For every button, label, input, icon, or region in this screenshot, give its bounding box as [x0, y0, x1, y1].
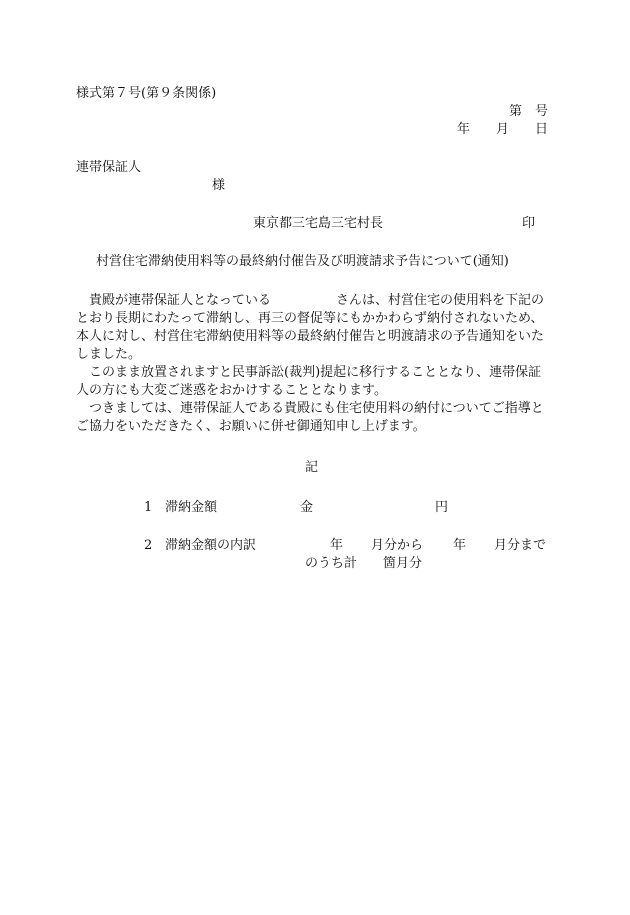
body-text [76, 292, 552, 436]
item-2-month-to: 月分まで [494, 538, 547, 553]
item-2-months-total: のうち計 箇月分 [305, 556, 423, 571]
item-1-number: 1 [144, 500, 153, 515]
body-paragraph-2: このまま放置されますと民事訴訟(裁判)提起に移行することとなり、連帯保証人の方にも大変ご迷惑をおかけすることとなります。 [76, 365, 542, 398]
item-2-nen-2: 年 [453, 538, 467, 553]
issue-date: 年 月 日 [456, 122, 548, 137]
body-paragraph-3: つきましては、連帯保証人である貴殿にも住宅使用料の納付についてご指導とご協力をいただきたく、お願いに併せ御通知申し上げます。 [76, 401, 544, 434]
document-number: 第 号 [508, 104, 548, 119]
recipient-honorific: 様 [212, 178, 226, 193]
item-2-label: 滞納金額の内訳 [165, 538, 257, 553]
form-number: 様式第７号(第９条関係) [76, 86, 217, 101]
sender-name: 東京都三宅島三宅村長 [253, 216, 384, 231]
item-2-number: 2 [144, 538, 153, 553]
recipient-title: 連帯保証人 [76, 160, 142, 175]
body-paragraph-1: 貴殿が連帯保証人となっている さんは、村営住宅の使用料を下記のとおり長期にわたって滞納し、再三の督促等にもかかわらず納付されないため、本人に対し、村営住宅滞納使用料等の最終納付催告と明渡請求の予告通知をいたしました。 [76, 293, 545, 362]
item-2-nen-1: 年 [330, 538, 344, 553]
item-2-month-from: 月分から [371, 538, 424, 553]
item-1-yen: 円 [435, 500, 449, 515]
seal-mark: 印 [522, 216, 536, 231]
ki-heading: 記 [305, 460, 319, 475]
item-1-label: 滞納金額 [165, 500, 218, 515]
item-1-kin: 金 [300, 500, 314, 515]
subject-title: 村営住宅滞納使用料等の最終納付催告及び明渡請求予告について(通知) [96, 254, 509, 269]
